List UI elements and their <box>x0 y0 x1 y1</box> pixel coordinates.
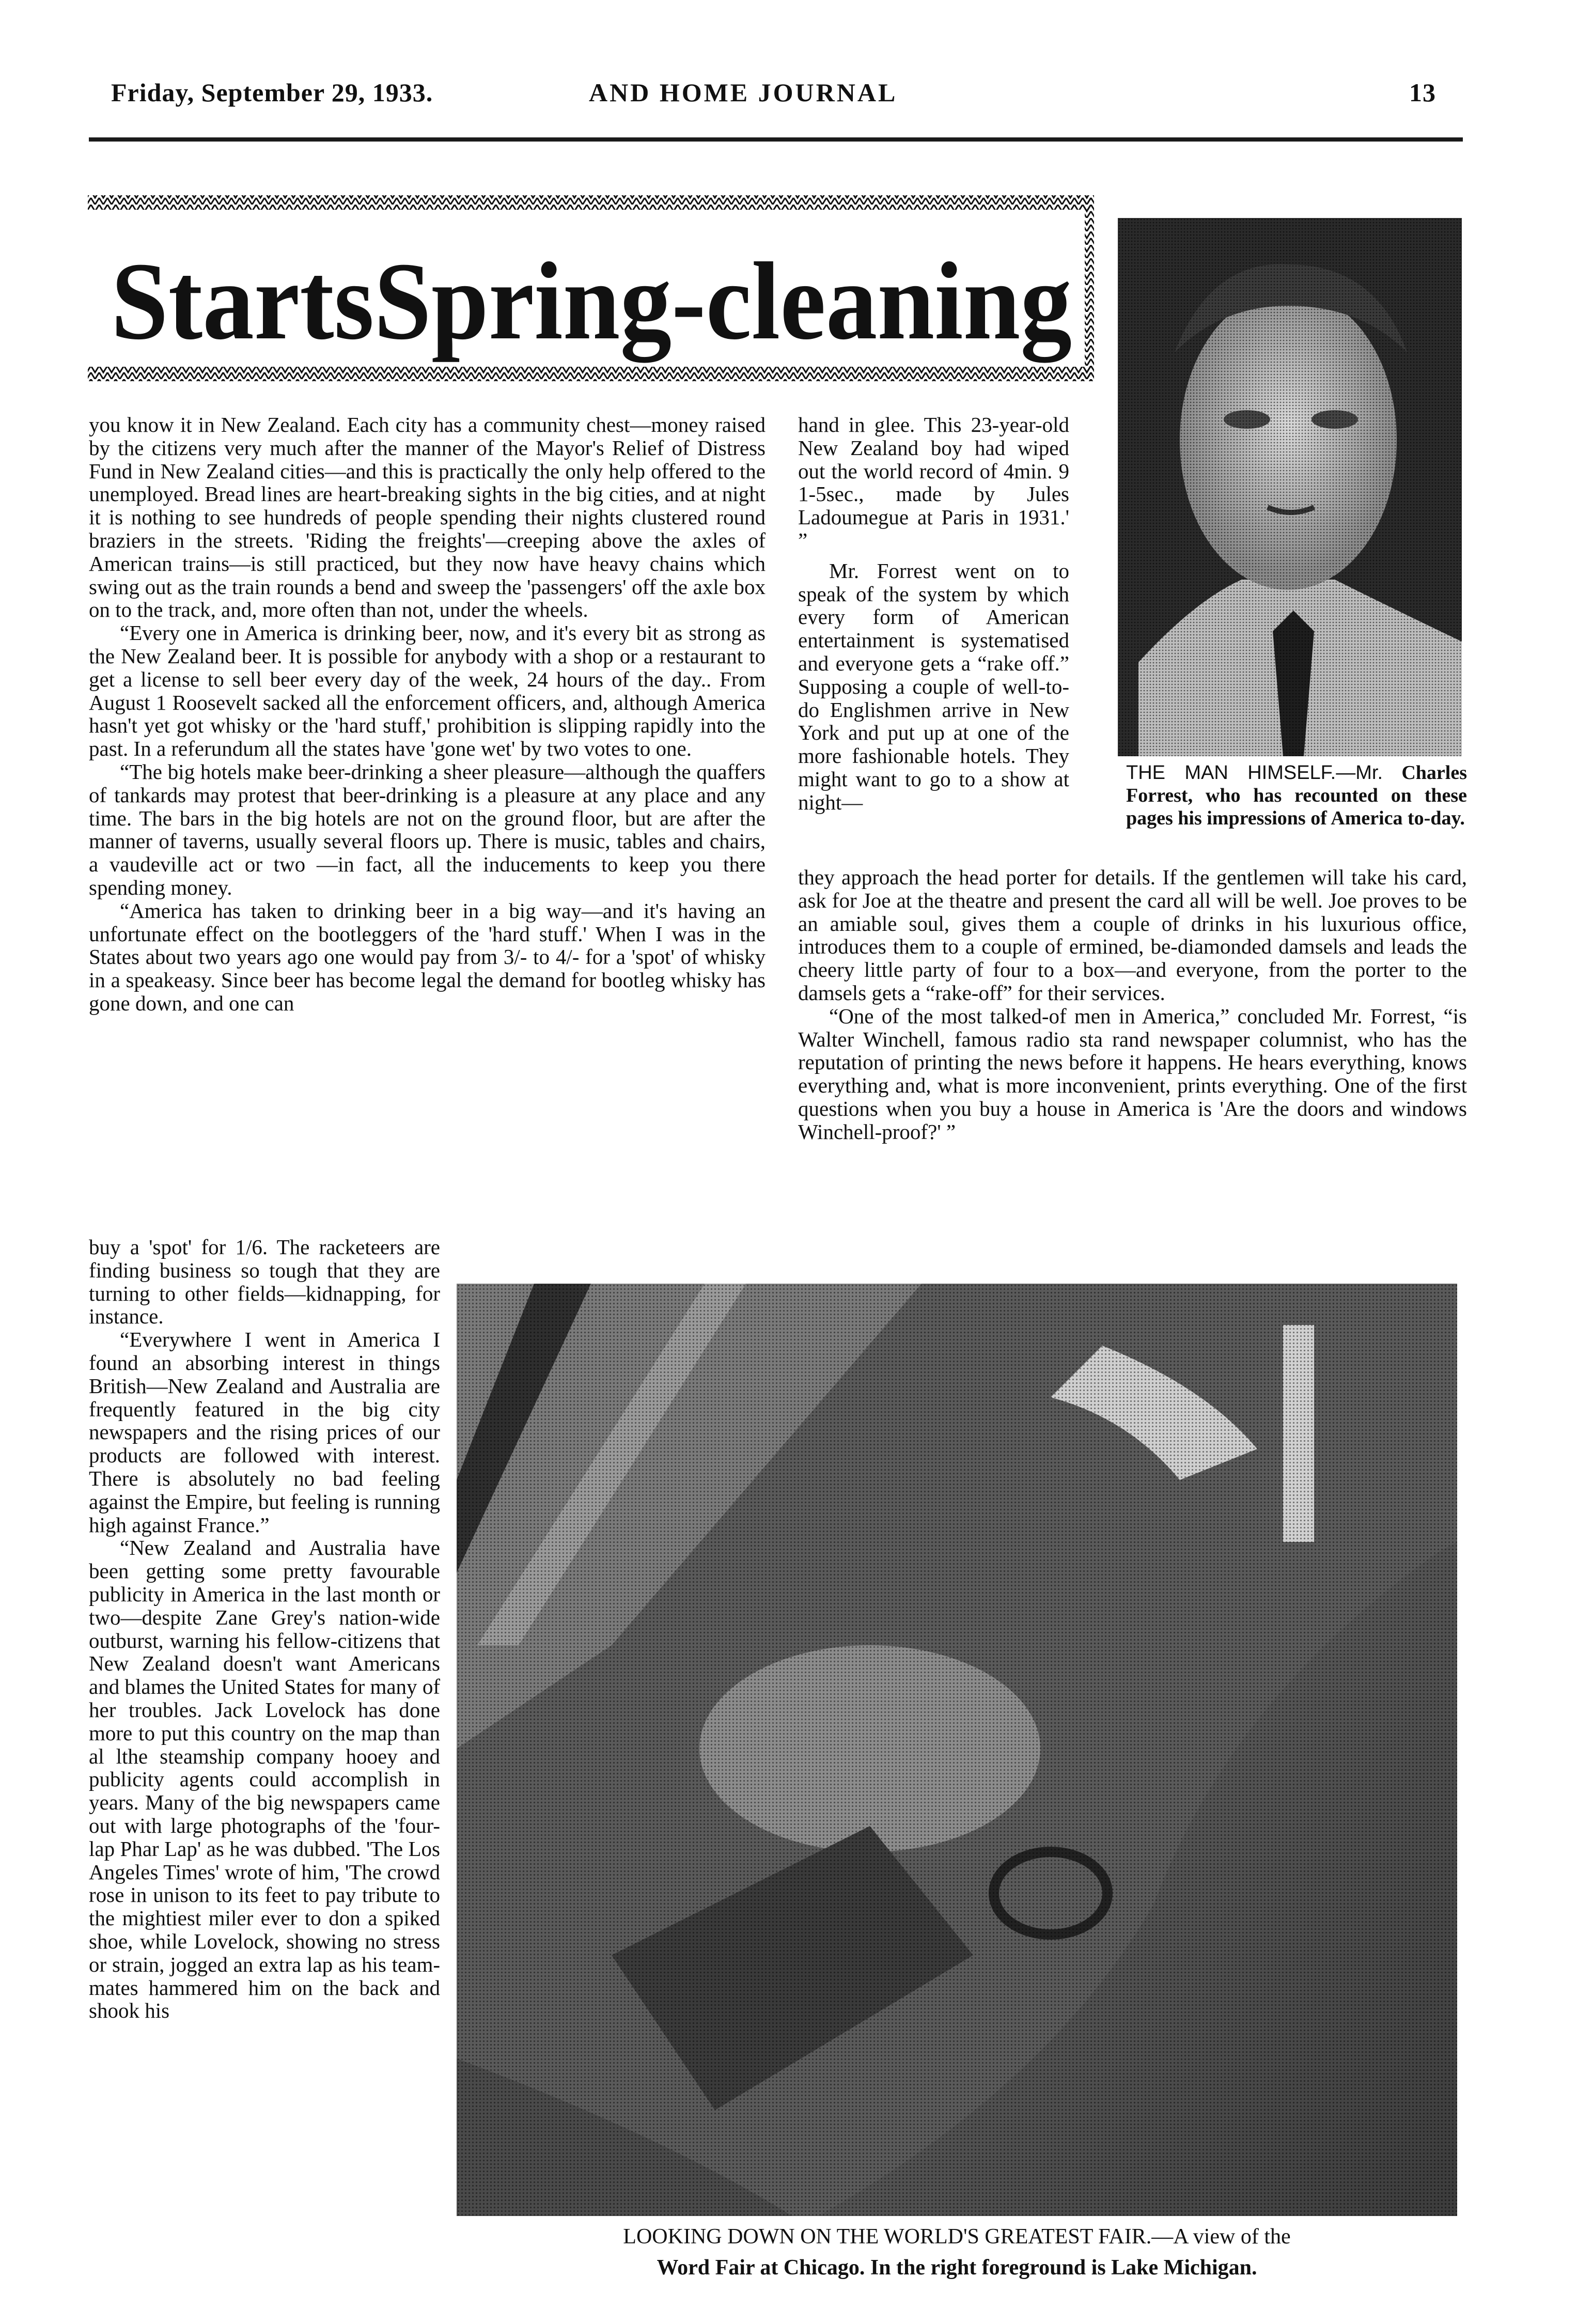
paragraph: “The big hotels make beer-drinking a sheer pleasure—although the quaffers of tankards may protest that beer-drinking is a pleasure at any place and any time. The bars in the big hotels are not on the ground floor, but are after the manner of taverns, usually several floors up. There is music, tables and chairs, a vaudeville act or two —in fact, all the inducements to keep you there spending money. <box>89 759 766 899</box>
issue-date: Friday, September 29, 1933. <box>111 78 433 107</box>
paragraph: you know it in New Zealand. Each city has a community chest—money raised by the citizens very much after the manner of the Mayor's Relief of Distress Fund in New Zealand cities—and this is practically the only help offered to the unemployed. Bread lines are heart-breaking sights in the big cities, and at night it is nothing to see hundreds of people spending their nights clustered round braziers in the streets. 'Riding the freights'—creeping above the axles of American trains—is still practiced, but they now have heavy chains which swing out as the train rounds a bend and sweep the 'passengers' off the axle box on to the track, and, more often than not, under the wheels. <box>89 413 766 622</box>
photo-caption-line-1: LOOKING DOWN ON THE WORLD'S GREATEST FAIR.—A view of the <box>623 2225 1291 2249</box>
publication-name: AND HOME JOURNAL <box>589 78 898 107</box>
world-fair-aerial-photo <box>457 1284 1457 2216</box>
paragraph: buy a 'spot' for 1/6. The racketeers are finding business so tough that they are turning to other fields—kidnapping, for instance. <box>89 1235 440 1329</box>
article-column-d <box>798 866 1467 1144</box>
article-column-a <box>89 413 766 1015</box>
paragraph: hand in glee. This 23-year-old New Zealand boy had wiped out the world record of 4min. 9 1-5sec., made by Jules Ladoumegue at Paris in 1931.' ” <box>798 413 1069 552</box>
paragraph: “One of the most talked-of men in America,” concluded Mr. Forrest, “is Walter Winchell, famous radio sta rand newspaper columnist, who has the reputation of printing the news before it happens. He hears everything, knows everything and, what is more inconvenient, prints everything. One of the first questions when you buy a house in America is 'Are the doors and windows Winchell-proof?' ” <box>798 1004 1467 1144</box>
headline: StartsSpring-cleaning <box>111 239 1072 363</box>
portrait-caption-lead: THE MAN HIMSELF.—Mr. <box>1126 762 1383 784</box>
page-number: 13 <box>1409 78 1436 107</box>
portrait-photo <box>1118 218 1462 756</box>
portrait-caption <box>1126 761 1467 830</box>
zigzag-border-top <box>88 195 1092 210</box>
paragraph: they approach the head porter for details. If the gentlemen will take his card, ask for Joe at the theatre and present the card all will be well. Joe proves to be an amiable soul, gives them a couple of drinks in his luxurious office, introduces them to a couple of ermined, be-diamonded damsels and leads the cheery little party of four to a box—and everyone, from the porter to the damsels gets a “rake-off” for their services. <box>798 865 1467 1005</box>
zigzag-border-right <box>1085 195 1094 381</box>
headline-box <box>83 191 1100 387</box>
article-column-b <box>89 1236 440 2022</box>
paragraph: “Every one in America is drinking beer, now, and it's every bit as strong as the New Zealand beer. It is possible for anybody with a shop or a restaurant to get a license to sell beer every day of the week, 24 hours of the day.. From August 1 Roosevelt sacked all the enforcement officers, and, although America hasn't yet got whisky or the 'hard stuff,' prohibition is slipping rapidly into the past. In a referundum all the states have 'gone wet' by two votes to one. <box>89 621 766 761</box>
photo-caption-line-2: Word Fair at Chicago. In the right foreground is Lake Michigan. <box>657 2256 1257 2280</box>
paragraph: “New Zealand and Australia have been getting some pretty favourable publicity in America in the last month or two—despite Zane Grey's nation-wide outburst, warning his fellow-citizens that New Zealand doesn't want Americans and blames the United States for many of her troubles. Jack Lovelock has done more to put this country on the map than al lthe steamship company hooey and publicity agents could accomplish in years. Many of the big newspapers came out with large photographs of the 'four-lap Phar Lap' as he was dubbed. 'The Los Angeles Times' wrote of him, 'The crowd rose in unison to its feet to pay tribute to the mightiest miler ever to don a spiked shoe, while Lovelock, showing no stress or strain, jogged an extra lap as his team-mates hammered him on the back and shook his <box>89 1536 440 2023</box>
portrait-caption-body: Charles Forrest, who has recounted on these pages his impressions of America to-day. <box>1126 762 1467 829</box>
paragraph: “Everywhere I went in America I found an absorbing interest in things British—New Zealand and Australia are frequently featured in the big city newspapers and the rising prices of our products are followed with interest. There is absolutely no bad feeling against the Empire, but feeling is running high against France.” <box>89 1328 440 1537</box>
header-rule <box>89 137 1463 142</box>
article-column-c <box>798 413 1069 814</box>
photo-caption <box>457 2221 1457 2283</box>
paragraph: “America has taken to drinking beer in a big way—and it's having an unfortunate effect on the bootleggers of the 'hard stuff.' When I was in the States about two years ago one would pay from 3/- to 4/- for a 'spot' of whisky in a speakeasy. Since beer has become legal the demand for bootleg whisky has gone down, and one can <box>89 898 766 1015</box>
paragraph: Mr. Forrest went on to speak of the system by which every form of American entertainment is systematised and everyone gets a “rake off.” Supposing a couple of well-to-do Englishmen arrive in New York and put up at one of the more fashionable hotels. They might want to go to a show at night— <box>798 558 1069 814</box>
zigzag-border-bottom <box>88 367 1092 381</box>
